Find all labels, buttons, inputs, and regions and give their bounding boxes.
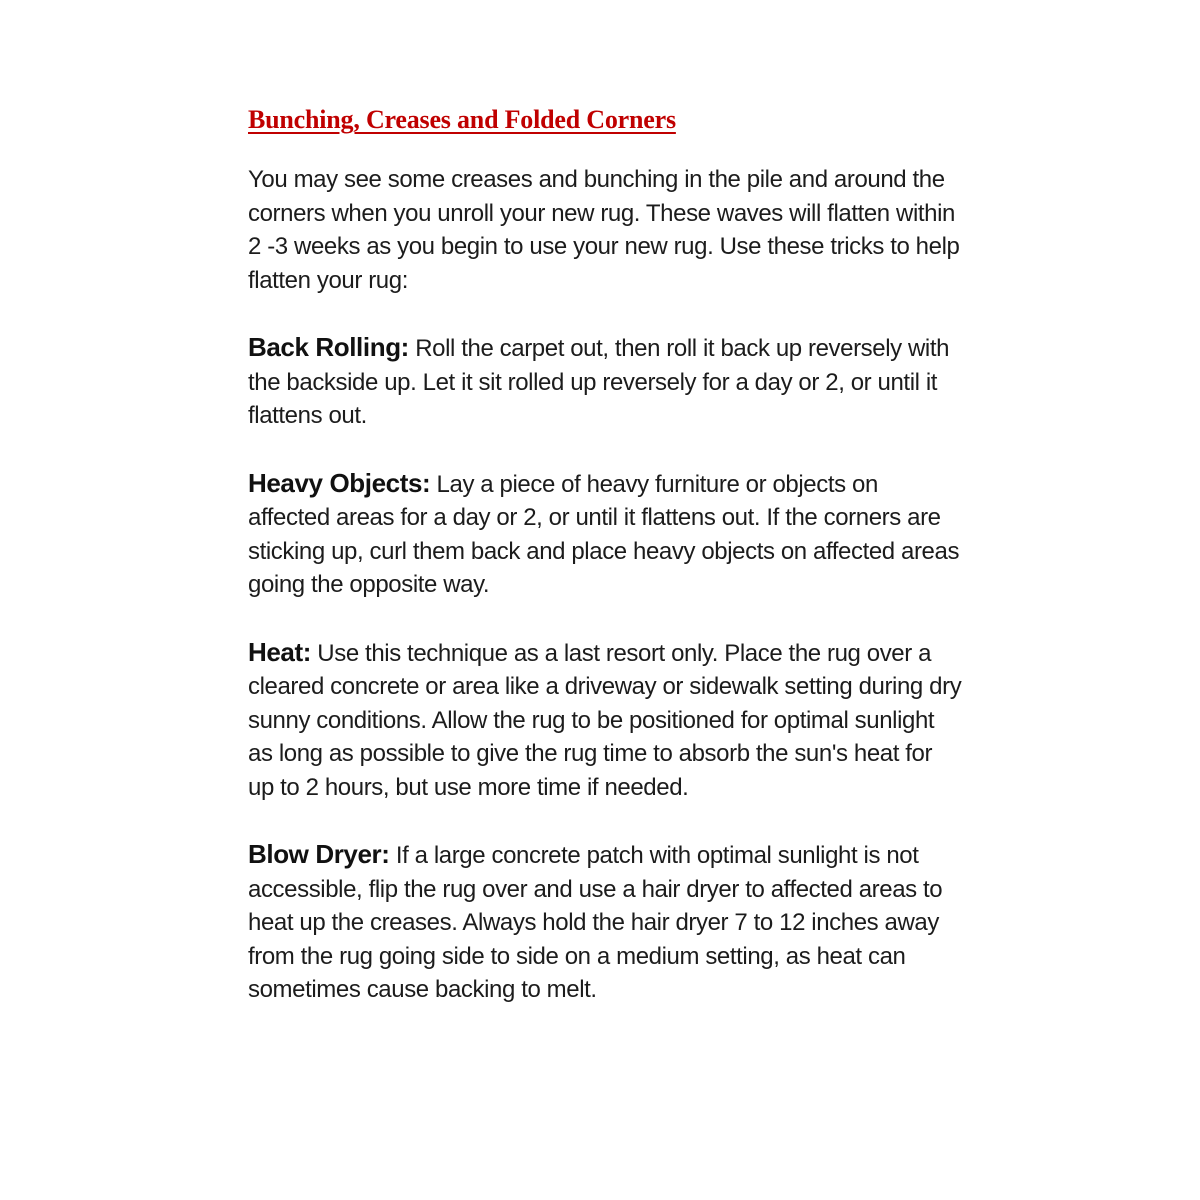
section-label: Heavy Objects:: [248, 467, 431, 498]
page-title: Bunching, Creases and Folded Corners: [248, 105, 676, 134]
section-text: Roll the carpet out, then roll it back up reversely with the backside up. Let it sit rolled up reversely for a day or 2, or until it flattens out.: [248, 335, 950, 429]
section-paragraph-blow-dryer: [248, 838, 964, 1007]
section-label: Back Rolling:: [248, 332, 409, 362]
section-paragraph-back-rolling: [248, 331, 964, 433]
section-text: Use this technique as a last resort only. Place the rug over a cleared concrete or area like a driveway or sidewalk setting during dry sunny conditions. Allow the rug to be positioned for optimal sunlight as long as possible to give the rug time to absorb the sun's heat for up to 2 hours, but use more time if needed.: [248, 639, 962, 801]
section-paragraph-heavy-objects: [248, 467, 964, 602]
intro-paragraph: You may see some creases and bunching in the pile and around the corners when you unroll your new rug. These waves will flatten within 2 -3 weeks as you begin to use your new rug. Use these tricks to help flatten your rug:: [248, 166, 960, 294]
section-text: Lay a piece of heavy furniture or objects on affected areas for a day or 2, or until it flattens out. If the corners are sticking up, curl them back and place heavy objects on affected areas going the opposite way.: [248, 470, 960, 598]
section-label: Heat:: [248, 636, 312, 667]
section-text: If a large concrete patch with optimal sunlight is not accessible, flip the rug over and use a hair dryer to affected areas to heat up the creases. Always hold the hair dryer 7 to 12 inches away from the rug going side to side on a medium setting, as heat can sometimes cause backing to melt.: [248, 842, 943, 1003]
document-content: [248, 103, 964, 1007]
section-label: Blow Dryer:: [248, 839, 390, 869]
section-paragraph-heat: [248, 636, 964, 805]
